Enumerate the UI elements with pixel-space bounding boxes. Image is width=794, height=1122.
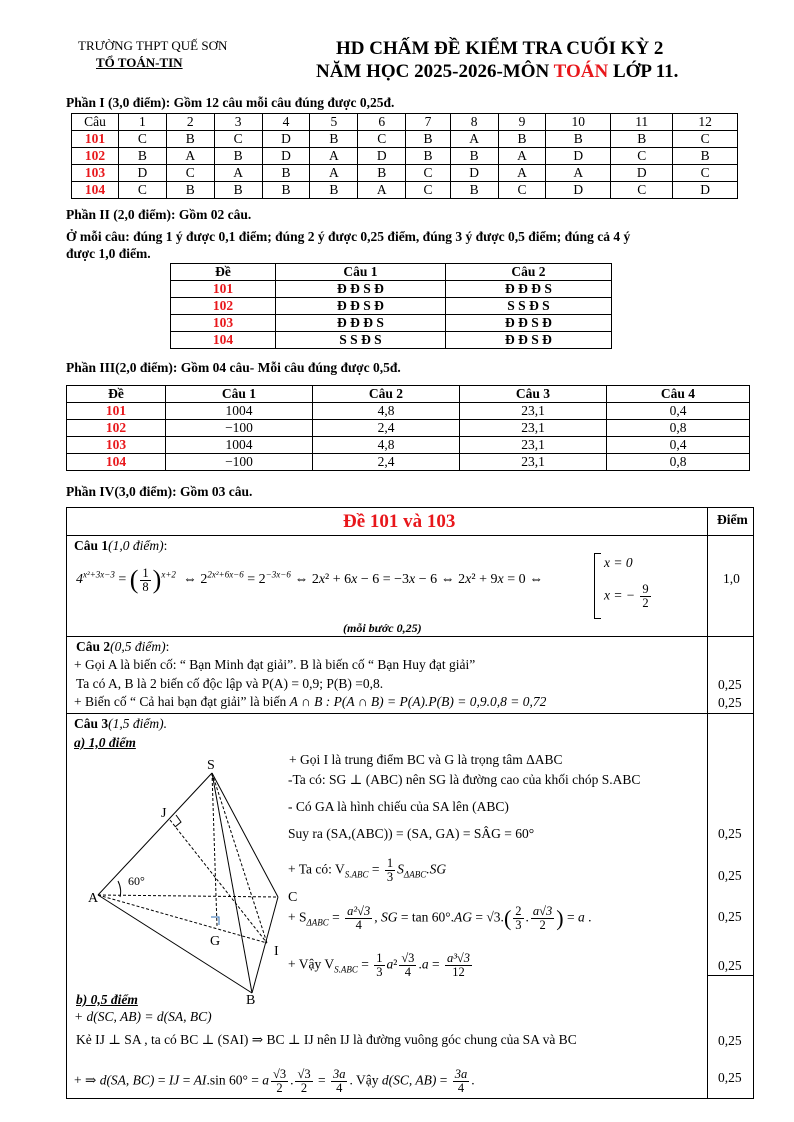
part3-answer-cell: 23,1 (460, 420, 607, 437)
box-divider (66, 713, 754, 714)
part2-answer-cell: S S Đ S (446, 298, 612, 315)
part1-col-header: 10 (546, 114, 611, 131)
part1-answer-cell: C (119, 131, 167, 148)
score-divider (707, 975, 754, 976)
part1-col-header: 6 (358, 114, 406, 131)
part4-heading: Phần IV(3,0 điểm): Gồm 03 câu. (66, 484, 253, 499)
part1-answer-cell: C (214, 131, 262, 148)
part1-answer-table (71, 113, 738, 199)
part3-header-cell: Câu 1 (166, 386, 313, 403)
edge-AB (98, 895, 252, 993)
q2-line3 (74, 694, 546, 710)
part2-answer-cell: Đ Đ S Đ (276, 281, 446, 298)
part1-answer-cell: C (406, 165, 451, 182)
q2-line3-text: + Biến cố “ Cả hai bạn đạt giải” là biến (74, 694, 287, 709)
part2-header-cell: Đề (171, 264, 276, 281)
q3-label: Câu 3 (74, 716, 109, 731)
part2-answer-table (170, 263, 612, 349)
q2-score: 0,25 (718, 677, 742, 692)
edge-SC (212, 773, 278, 897)
part3-answer-cell: 0,8 (607, 420, 750, 437)
part1-exam-code: 101 (72, 131, 119, 148)
document-title-line2 (316, 61, 678, 83)
part2-row (171, 332, 612, 349)
edge-SA (98, 773, 212, 895)
part2-rule-line2: được 1,0 điểm. (66, 246, 151, 261)
score-header: Điểm (717, 512, 748, 527)
part1-answer-cell: D (262, 148, 310, 165)
part1-answer-cell: B (611, 131, 673, 148)
q3-title (74, 716, 167, 732)
part2-exam-code: 104 (171, 332, 276, 349)
part1-answer-cell: C (358, 131, 406, 148)
q1-colon: : (163, 538, 168, 553)
q3a-area-label: + S (288, 909, 307, 925)
part1-answer-cell: B (310, 182, 358, 199)
part1-row (72, 165, 738, 182)
school-name: TRƯỜNG THPT QUẾ SƠN (78, 38, 228, 53)
part1-answer-cell: B (119, 148, 167, 165)
part1-answer-cell: D (546, 182, 611, 199)
part1-answer-cell: B (546, 131, 611, 148)
part1-answer-cell: D (358, 148, 406, 165)
q3-points: (1,5 điểm). (108, 716, 167, 731)
q2-score: 0,25 (718, 695, 742, 710)
part3-exam-code: 101 (67, 403, 166, 420)
q1-solution-1: x = 0 (604, 555, 633, 570)
part3-header-cell: Đề (67, 386, 166, 403)
part1-answer-cell: B (450, 148, 498, 165)
part1-answer-cell: A (498, 148, 546, 165)
part1-answer-cell: B (214, 182, 262, 199)
label-C: C (288, 890, 298, 905)
q3b-line3: + ⇒ d(SA, BC) = IJ = AI.sin 60° = a $\frac{√3}{2}$ . $\frac{√3}{2}$ = $\frac{3a}{4}$ . Vậy d(SC, AB) = $\frac{3a}{4}$ . (74, 1067, 475, 1095)
q3a-line4: Suy ra (SA,(ABC)) = (SA, GA) = SÂG = 60° (288, 826, 535, 841)
part1-answer-cell: A (214, 165, 262, 182)
part1-col-header: 7 (406, 114, 451, 131)
part1-col-header: 5 (310, 114, 358, 131)
q1-note: (mỗi bước 0,25) (343, 621, 422, 635)
document-title-line1: HD CHẤM ĐỀ KIỂM TRA CUỐI KỲ 2 (336, 38, 664, 59)
part2-exam-code: 102 (171, 298, 276, 315)
q2-title (76, 639, 169, 655)
part1-answer-cell: C (119, 182, 167, 199)
part3-answer-cell: 23,1 (460, 454, 607, 471)
part1-answer-cell: B (262, 165, 310, 182)
pyramid-figure (84, 755, 304, 1005)
part2-row (171, 298, 612, 315)
part1-answer-cell: A (310, 165, 358, 182)
part3-answer-cell: 1004 (166, 437, 313, 454)
part1-answer-cell: B (358, 165, 406, 182)
part3-answer-cell: 23,1 (460, 403, 607, 420)
part1-col-header: 4 (262, 114, 310, 131)
part1-answer-cell: B (450, 182, 498, 199)
q3a-line7: + Vậy $V_{S.ABC}$ = $\frac{1}{3}$ a² $\frac{√3}{4}$ .a = $\frac{\text{a³√3}}{12}$ (288, 951, 471, 979)
label-J: J (161, 806, 167, 821)
q3a-line6: + $S_{\Delta ABC}$ = $\frac{\text{a²√3}}{4}$ , SG = tan 60°.AG = √3.( $\frac{2}{3}$ . $\frac{a√3}{2}$ ) = a . (288, 904, 592, 932)
q1-solution-2: x = − $\frac{9}{2}$ (604, 582, 649, 610)
part2-rule-line1: Ở mỗi câu: đúng 1 ý được 0,1 điểm; đúng 2 ý được 0,25 điểm, đúng 3 ý được 0,5 điểm; đúng cả 4 ý (66, 229, 631, 244)
box-divider (66, 535, 754, 536)
part3-exam-code: 102 (67, 420, 166, 437)
part3-answer-cell: −100 (166, 454, 313, 471)
part1-answer-cell: D (450, 165, 498, 182)
part3-exam-code: 104 (67, 454, 166, 471)
part3-row (67, 403, 750, 420)
q2-line1: + Gọi A là biến cố: “ Bạn Minh đạt giải”. B là biến cố “ Bạn Huy đạt giải” (74, 657, 476, 672)
part3-answer-cell: 4,8 (313, 403, 460, 420)
q2-colon: : (165, 639, 170, 654)
edge-AC (98, 895, 278, 897)
edge-SB (212, 773, 252, 993)
q3-part-a: a) 1,0 điểm (74, 735, 136, 750)
part1-answer-cell: B (673, 148, 738, 165)
part3-answer-cell: −100 (166, 420, 313, 437)
part1-answer-cell: B (406, 148, 451, 165)
part1-answer-cell: A (546, 165, 611, 182)
part1-answer-cell: C (611, 182, 673, 199)
part1-answer-cell: B (214, 148, 262, 165)
part3-answer-cell: 4,8 (313, 437, 460, 454)
q1-score: 1,0 (723, 571, 740, 586)
q2-line2: Ta có A, B là 2 biến cố độc lập và P(A) = 0,9; P(B) =0,8. (76, 676, 384, 691)
part1-answer-cell: B (310, 131, 358, 148)
part2-header-row (171, 264, 612, 281)
part2-answer-cell: Đ Đ Đ S (276, 315, 446, 332)
part1-answer-cell: D (262, 131, 310, 148)
part3-heading: Phần III(2,0 điểm): Gồm 04 câu- Mỗi câu đúng được 0,5đ. (66, 360, 401, 375)
right-angle-G (211, 917, 219, 925)
part3-answer-table (66, 385, 750, 471)
part3-answer-cell: 2,4 (313, 454, 460, 471)
q3a-line1: + Gọi I là trung điểm BC và G là trọng tâm ΔABC (289, 752, 563, 767)
q2-line3-math: A ∩ B : P(A ∩ B) = P(A).P(B) = 0,9.0,8 = 0,72 (289, 694, 547, 709)
part2-header-cell: Câu 1 (276, 264, 446, 281)
part3-answer-cell: 23,1 (460, 437, 607, 454)
q1-equation: $4^{x^2+3x-3}$ = ( $\frac{1}{8}$ )$^{x+2}$ ⇔ $2^{2x^2+6x-6} = 2^{-3x-6}$ ⇔ 2x² + 6x − 6 = −3x − 6 ⇔ 2x² + 9x = 0 ⇔ (76, 565, 544, 594)
part3-header-cell: Câu 2 (313, 386, 460, 403)
q3b-line2: Kẻ IJ ⊥ SA , ta có BC ⊥ (SAI) ⇒ BC ⊥ IJ nên IJ là đường vuông góc chung của SA và BC (76, 1032, 577, 1047)
part2-row (171, 281, 612, 298)
part3-exam-code: 103 (67, 437, 166, 454)
part1-heading: Phần I (3,0 điểm): Gồm 12 câu mỗi câu đúng được 0,25đ. (66, 95, 395, 110)
part1-col-header: 9 (498, 114, 546, 131)
part3-header-cell: Câu 3 (460, 386, 607, 403)
part1-row (72, 131, 738, 148)
q3a-line3: - Có GA là hình chiếu của SA lên (ABC) (288, 799, 509, 814)
q2-points: (0,5 điểm) (110, 639, 166, 654)
part1-answer-cell: B (498, 131, 546, 148)
part1-answer-cell: D (673, 182, 738, 199)
part1-answer-cell: B (166, 182, 214, 199)
part1-col-header: 3 (214, 114, 262, 131)
part1-exam-code: 103 (72, 165, 119, 182)
label-B: B (246, 993, 256, 1005)
part3-row (67, 454, 750, 471)
part3-answer-cell: 0,4 (607, 437, 750, 454)
part2-answer-cell: Đ Đ S Đ (446, 332, 612, 349)
q3a-result-label: + Vậy V (288, 956, 335, 972)
part3-row (67, 420, 750, 437)
part1-answer-cell: D (119, 165, 167, 182)
part1-answer-cell: C (166, 165, 214, 182)
part1-answer-cell: D (611, 165, 673, 182)
part3-answer-cell: 0,8 (607, 454, 750, 471)
label-I: I (274, 944, 279, 959)
box-divider (66, 636, 754, 637)
part1-answer-cell: A (166, 148, 214, 165)
part1-header-row (72, 114, 738, 131)
part1-col-header: 2 (166, 114, 214, 131)
part2-exam-code: 101 (171, 281, 276, 298)
part2-answer-cell: S S Đ S (276, 332, 446, 349)
part3-answer-cell: 1004 (166, 403, 313, 420)
part2-exam-code: 103 (171, 315, 276, 332)
q1-bracket (594, 553, 601, 619)
part3-header-row (67, 386, 750, 403)
q3b-line1: + d(SC, AB) = d(SA, BC) (74, 1009, 212, 1024)
right-angle-J (175, 815, 181, 827)
label-angle: 60° (128, 874, 145, 888)
title-suffix: LỚP 11. (608, 61, 679, 82)
q1-title (74, 538, 167, 554)
part2-row (171, 315, 612, 332)
q1-label: Câu 1 (74, 538, 109, 553)
part1-answer-cell: C (406, 182, 451, 199)
department-name: TỔ TOÁN-TIN (96, 55, 183, 70)
q2-label: Câu 2 (76, 639, 111, 654)
part1-answer-cell: B (406, 131, 451, 148)
q3a-score: 0,25 (718, 868, 742, 883)
part1-exam-code: 104 (72, 182, 119, 199)
part3-answer-cell: 0,4 (607, 403, 750, 420)
label-S: S (207, 758, 215, 773)
part3-header-cell: Câu 4 (607, 386, 750, 403)
part1-answer-cell: A (358, 182, 406, 199)
part1-answer-cell: B (262, 182, 310, 199)
q1-points: (1,0 điểm) (108, 538, 164, 553)
title-subject: TOÁN (553, 61, 609, 82)
part1-answer-cell: D (546, 148, 611, 165)
part2-header-cell: Câu 2 (446, 264, 612, 281)
part2-heading: Phần II (2,0 điểm): Gồm 02 câu. (66, 207, 252, 222)
part3-answer-cell: 2,4 (313, 420, 460, 437)
q3a-score: 0,25 (718, 826, 742, 841)
title-prefix: NĂM HỌC 2025-2026-MÔN (316, 61, 554, 82)
q3a-score: 0,25 (718, 958, 742, 973)
part2-answer-cell: Đ Đ Đ S (446, 281, 612, 298)
q3a-line5: + Ta có: $V_{S.ABC}$ = $\frac{1}{3}$ $S_{\Delta ABC}.SG$ (288, 856, 447, 884)
q3a-score: 0,25 (718, 909, 742, 924)
part1-answer-cell: A (498, 165, 546, 182)
q3-part-b: b) 0,5 điểm (76, 992, 138, 1007)
score-column-divider (707, 507, 708, 1099)
angle-arc-A (118, 881, 121, 897)
part1-row (72, 148, 738, 165)
box-title: Đề 101 và 103 (343, 511, 456, 532)
part1-answer-cell: A (450, 131, 498, 148)
part3-row (67, 437, 750, 454)
label-G: G (210, 934, 221, 949)
part1-col-header: 11 (611, 114, 673, 131)
q3b-score: 0,25 (718, 1070, 742, 1085)
part1-col-label: Câu (72, 114, 119, 131)
q3a-line2: -Ta có: SG ⊥ (ABC) nên SG là đường cao của khối chóp S.ABC (288, 772, 641, 787)
label-A: A (88, 891, 99, 906)
part1-answer-cell: C (611, 148, 673, 165)
part1-answer-cell: C (673, 131, 738, 148)
part1-answer-cell: C (498, 182, 546, 199)
part2-answer-cell: Đ Đ S Đ (446, 315, 612, 332)
part1-col-header: 8 (450, 114, 498, 131)
part1-answer-cell: B (166, 131, 214, 148)
part2-answer-cell: Đ Đ S Đ (276, 298, 446, 315)
part1-row (72, 182, 738, 199)
part1-answer-cell: A (310, 148, 358, 165)
part1-col-header: 1 (119, 114, 167, 131)
q3a-volume-label: + Ta có: V (288, 861, 345, 877)
part1-answer-cell: C (673, 165, 738, 182)
part1-col-header: 12 (673, 114, 738, 131)
segment-SI (212, 773, 267, 943)
q3b-score: 0,25 (718, 1033, 742, 1048)
part1-exam-code: 102 (72, 148, 119, 165)
